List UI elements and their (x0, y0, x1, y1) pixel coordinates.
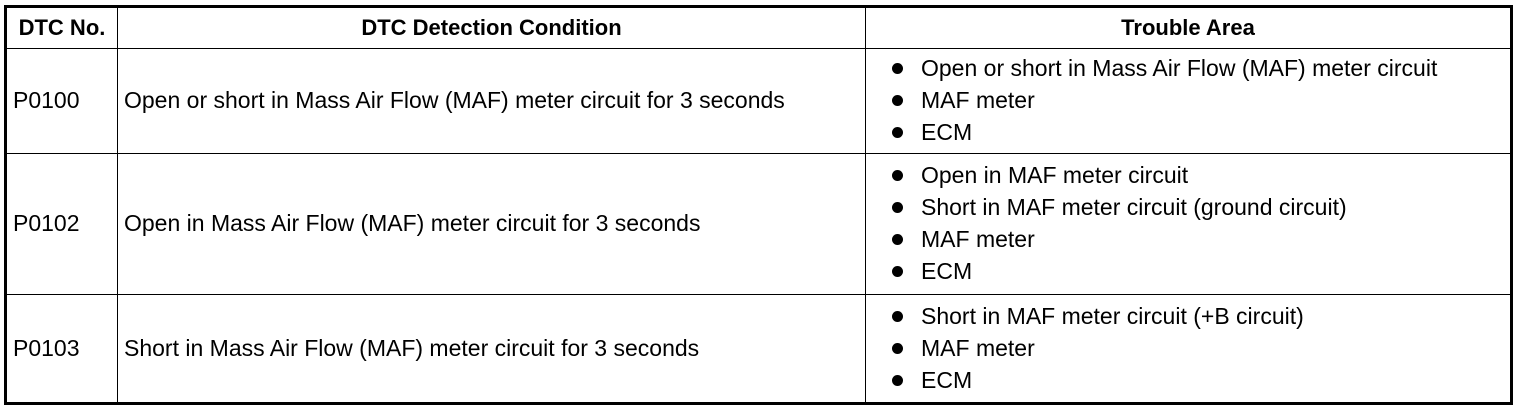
list-item (892, 53, 1510, 85)
bullet-icon (892, 63, 903, 74)
list-item (892, 301, 1510, 333)
list-item (892, 117, 1510, 149)
trouble-area-cell (866, 49, 1512, 154)
trouble-area-text: MAF meter (921, 335, 1035, 362)
bullet-icon (892, 343, 903, 354)
dtc-table (4, 5, 1513, 405)
list-item (892, 365, 1510, 397)
list-item (892, 333, 1510, 365)
bullet-icon (892, 202, 903, 213)
list-item (892, 85, 1510, 117)
table-row (6, 49, 1512, 154)
detection-condition: Open in Mass Air Flow (MAF) meter circuit for 3 seconds (118, 153, 866, 294)
trouble-area-text: Short in MAF meter circuit (+B circuit) (921, 303, 1304, 330)
trouble-area-text: MAF meter (921, 226, 1035, 253)
bullet-icon (892, 266, 903, 277)
list-item (892, 224, 1510, 256)
table-row (6, 153, 1512, 294)
header-dtc-no: DTC No. (6, 7, 118, 49)
header-row (6, 7, 1512, 49)
trouble-area-text: Open or short in Mass Air Flow (MAF) meter circuit (921, 55, 1438, 82)
bullet-icon (892, 127, 903, 138)
table-row (6, 295, 1512, 404)
trouble-area-text: MAF meter (921, 87, 1035, 114)
list-item (892, 160, 1510, 192)
trouble-area-text: ECM (921, 367, 973, 394)
dtc-code: P0100 (6, 49, 118, 154)
detection-condition: Short in Mass Air Flow (MAF) meter circuit for 3 seconds (118, 295, 866, 404)
trouble-area-list (866, 53, 1510, 149)
trouble-area-cell (866, 295, 1512, 404)
trouble-area-list (866, 160, 1510, 288)
bullet-icon (892, 234, 903, 245)
header-detection-condition: DTC Detection Condition (118, 7, 866, 49)
trouble-area-text: ECM (921, 258, 973, 285)
trouble-area-list (866, 301, 1510, 397)
bullet-icon (892, 375, 903, 386)
trouble-area-text: Short in MAF meter circuit (ground circuit) (921, 194, 1347, 221)
trouble-area-text: ECM (921, 119, 973, 146)
header-trouble-area: Trouble Area (866, 7, 1512, 49)
bullet-icon (892, 311, 903, 322)
detection-condition: Open or short in Mass Air Flow (MAF) meter circuit for 3 seconds (118, 49, 866, 154)
trouble-area-text: Open in MAF meter circuit (921, 162, 1189, 189)
list-item (892, 192, 1510, 224)
trouble-area-cell (866, 153, 1512, 294)
bullet-icon (892, 170, 903, 181)
dtc-code: P0102 (6, 153, 118, 294)
bullet-icon (892, 95, 903, 106)
dtc-code: P0103 (6, 295, 118, 404)
list-item (892, 256, 1510, 288)
